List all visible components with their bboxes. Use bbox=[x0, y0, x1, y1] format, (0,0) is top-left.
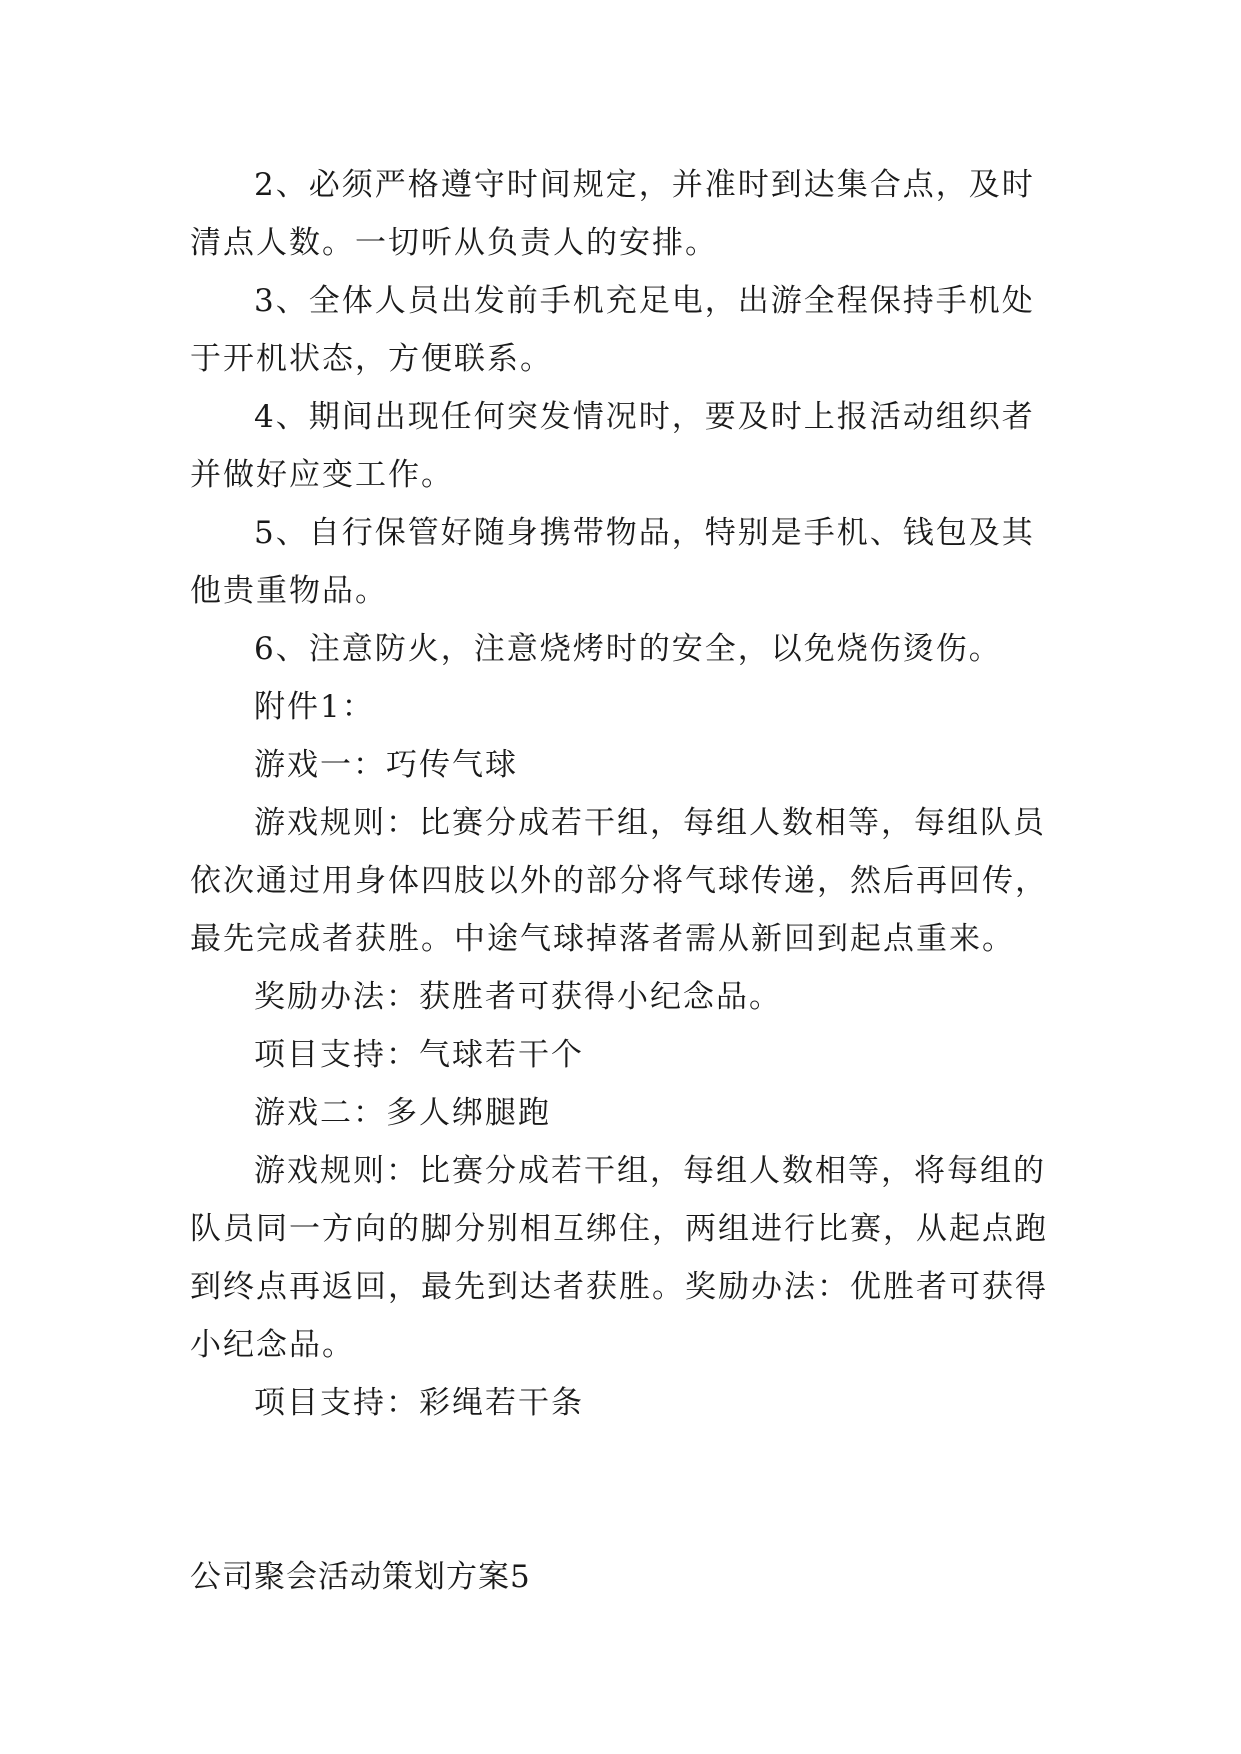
paragraph-game-2-support bbox=[190, 1374, 1070, 1432]
text-line: 游戏规则：比赛分成若干组，每组人数相等，每组队员 bbox=[254, 805, 1046, 841]
text-line: 他贵重物品。 bbox=[190, 573, 388, 609]
paragraph-rule-4 bbox=[190, 388, 1070, 504]
text-line: 项目支持：彩绳若干条 bbox=[254, 1385, 584, 1421]
text-line: 依次通过用身体四肢以外的部分将气球传递，然后再回传， bbox=[190, 863, 1048, 899]
paragraph-rule-2 bbox=[190, 156, 1070, 272]
paragraph-game-1-rules bbox=[190, 794, 1070, 968]
text-line: 游戏一：巧传气球 bbox=[254, 747, 518, 783]
text-line: 3、全体人员出发前手机充足电，出游全程保持手机处 bbox=[254, 283, 1035, 319]
text-line: 2、必须严格遵守时间规定，并准时到达集合点，及时 bbox=[254, 167, 1035, 203]
text-line: 5、自行保管好随身携带物品，特别是手机、钱包及其 bbox=[254, 515, 1035, 551]
text-line: 6、注意防火，注意烧烤时的安全，以免烧伤烫伤。 bbox=[254, 631, 1002, 667]
text-line: 队员同一方向的脚分别相互绑住，两组进行比赛，从起点跑 bbox=[190, 1211, 1048, 1247]
paragraph-game-1-support bbox=[190, 1026, 1070, 1084]
text-line: 并做好应变工作。 bbox=[190, 457, 454, 493]
paragraph-rule-3 bbox=[190, 272, 1070, 388]
text-line: 到终点再返回，最先到达者获胜。奖励办法：优胜者可获得 bbox=[190, 1269, 1048, 1305]
section-spacer bbox=[190, 1432, 1070, 1548]
paragraph-game-1-title bbox=[190, 736, 1070, 794]
text-line: 游戏二：多人绑腿跑 bbox=[254, 1095, 551, 1131]
paragraph-game-1-reward bbox=[190, 968, 1070, 1026]
text-line: 项目支持：气球若干个 bbox=[254, 1037, 584, 1073]
text-line: 最先完成者获胜。中途气球掉落者需从新回到起点重来。 bbox=[190, 921, 1015, 957]
document-body bbox=[190, 156, 1070, 1606]
text-line: 于开机状态，方便联系。 bbox=[190, 341, 553, 377]
paragraph-rule-6 bbox=[190, 620, 1070, 678]
paragraph-game-2-rules bbox=[190, 1142, 1070, 1374]
paragraph-rule-5 bbox=[190, 504, 1070, 620]
text-line: 奖励办法：获胜者可获得小纪念品。 bbox=[254, 979, 782, 1015]
text-line: 4、期间出现任何突发情况时，要及时上报活动组织者 bbox=[254, 399, 1035, 435]
paragraph-attachment-label bbox=[190, 678, 1070, 736]
text-line: 小纪念品。 bbox=[190, 1327, 355, 1363]
section-heading: 公司聚会活动策划方案5 bbox=[190, 1559, 531, 1595]
paragraph-game-2-title bbox=[190, 1084, 1070, 1142]
text-line: 清点人数。一切听从负责人的安排。 bbox=[190, 225, 718, 261]
text-line: 游戏规则：比赛分成若干组，每组人数相等，将每组的 bbox=[254, 1153, 1046, 1189]
text-line: 附件1： bbox=[254, 689, 375, 725]
